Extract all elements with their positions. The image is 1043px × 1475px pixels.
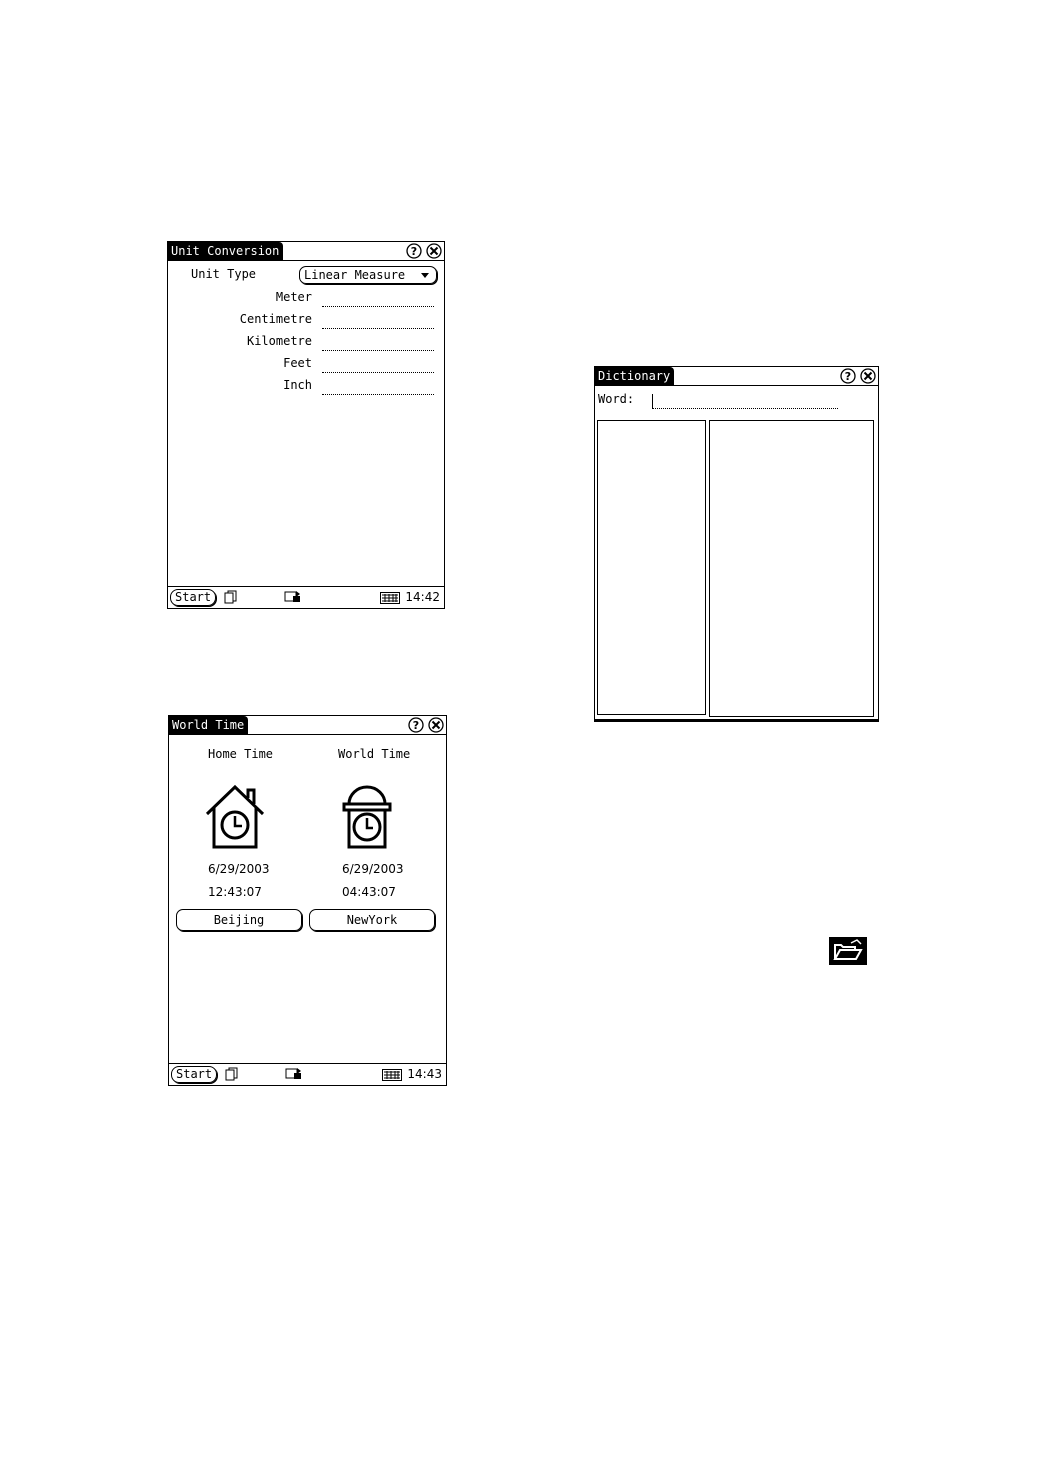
inch-field[interactable] [322, 394, 434, 395]
inch-label: Inch [283, 378, 312, 392]
unit-type-dropdown[interactable] [299, 266, 437, 284]
kilometre-label: Kilometre [246, 334, 312, 348]
world-time-titlebar [169, 716, 446, 735]
task-switch-icon[interactable] [225, 1067, 239, 1081]
word-label: Word: [598, 392, 635, 406]
centimetre-field[interactable] [322, 328, 434, 329]
world-date: 6/29/2003 [342, 862, 404, 876]
help-icon[interactable] [406, 243, 422, 259]
svg-text:?: ? [844, 370, 852, 383]
start-button[interactable]: Start [170, 589, 216, 606]
chevron-down-icon [421, 273, 429, 278]
meter-field[interactable] [322, 306, 434, 307]
world-time-window [168, 715, 447, 1086]
world-time-label: World Time [338, 747, 411, 761]
feet-label: Feet [283, 356, 312, 370]
home-time-label: Home Time [208, 747, 274, 761]
unit-conversion-window [167, 241, 445, 609]
keyboard-icon[interactable] [380, 592, 400, 604]
clock: 14:43 [407, 1067, 442, 1081]
clock: 14:42 [405, 590, 440, 604]
home-clock-time: 12:43:07 [208, 885, 262, 899]
home-date: 6/29/2003 [208, 862, 270, 876]
home-clock-icon [203, 784, 267, 850]
close-icon[interactable] [428, 717, 444, 733]
open-folder-icon[interactable] [829, 937, 867, 965]
close-icon[interactable] [426, 243, 442, 259]
unit-type-value: Linear Measure [304, 268, 406, 282]
word-input[interactable] [652, 408, 838, 409]
task-switch-icon[interactable] [224, 590, 238, 604]
unit-conversion-titlebar [168, 242, 444, 261]
keyboard-icon[interactable] [382, 1069, 402, 1081]
help-icon[interactable] [408, 717, 424, 733]
close-icon[interactable] [860, 368, 876, 384]
svg-text:?: ? [412, 719, 420, 732]
word-list-pane[interactable] [597, 420, 706, 715]
world-clock-icon [342, 784, 392, 850]
window-title: Dictionary [595, 367, 674, 385]
definition-pane[interactable] [709, 420, 874, 717]
unit-type-label: Unit Type [191, 267, 257, 281]
kilometre-field[interactable] [322, 350, 434, 351]
text-cursor [652, 394, 653, 408]
screen-rotate-icon[interactable] [285, 1067, 303, 1081]
world-clock-time: 04:43:07 [342, 885, 396, 899]
help-icon[interactable] [840, 368, 856, 384]
dictionary-titlebar [595, 367, 878, 386]
world-city-button[interactable]: NewYork [309, 909, 435, 931]
window-title: World Time [169, 716, 248, 734]
start-button[interactable]: Start [171, 1066, 217, 1083]
taskbar [169, 1063, 446, 1085]
dictionary-window [594, 366, 879, 722]
centimetre-label: Centimetre [239, 312, 312, 326]
screen-rotate-icon[interactable] [284, 590, 302, 604]
home-city-button[interactable]: Beijing [176, 909, 302, 931]
feet-field[interactable] [322, 372, 434, 373]
taskbar [168, 586, 444, 608]
window-title: Unit Conversion [168, 242, 283, 260]
meter-label: Meter [275, 290, 312, 304]
svg-text:?: ? [410, 245, 418, 258]
